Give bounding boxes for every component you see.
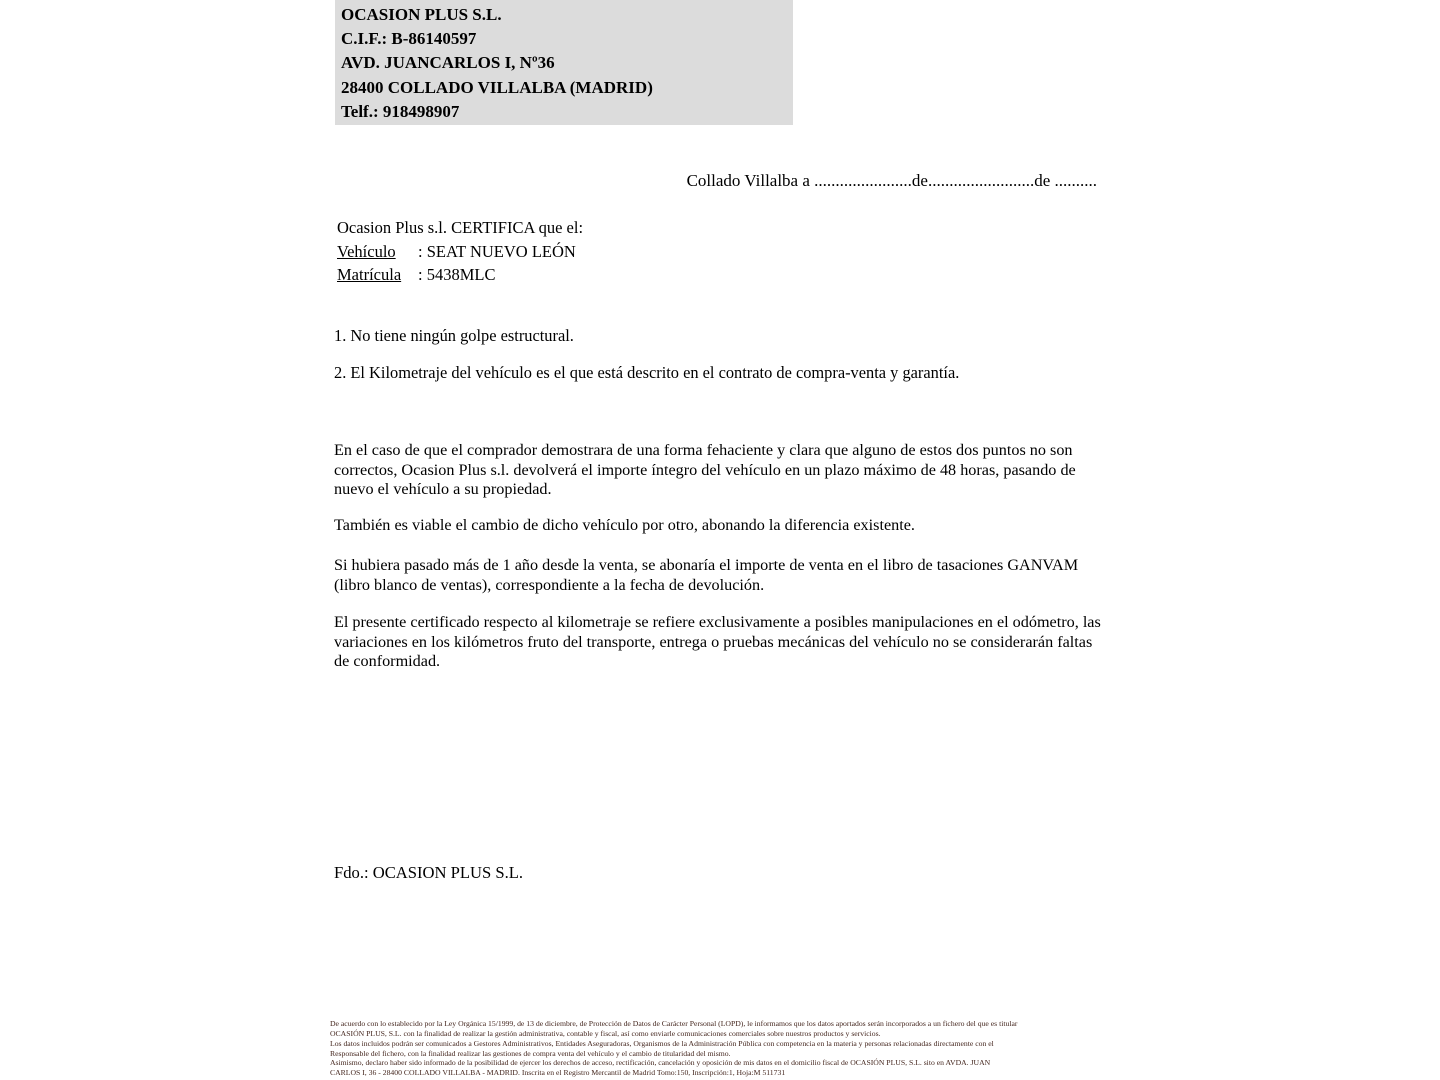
body-paragraph-refund: En el caso de que el comprador demostrara de una forma fehaciente y clara que alguno de estos dos puntos no son correctos, Ocasion Plus s.l. devolverá el importe íntegro del vehículo en un plazo máximo de 48 horas, pasando de nuevo el vehículo a su propiedad. [334, 441, 1076, 499]
company-city: 28400 COLLADO VILLALBA (MADRID) [341, 77, 653, 97]
legal-line: CARLOS I, 36 - 28400 COLLADO VILLALBA - MADRID. Inscrita en el Registro Mercantil de Madrid Tomo:150, Inscripción:1, Hoja:M 511731 [330, 1068, 786, 1078]
certified-point-2: 2. El Kilometraje del vehículo es el que está descrito en el contrato de compra-venta y garantía. [334, 363, 960, 382]
body-paragraph-exchange: También es viable el cambio de dicho vehículo por otro, abonando la diferencia existente. [334, 516, 915, 534]
legal-line: Asimismo, declaro haber sido informado de la posibilidad de ejercer los derechos de acceso, rectificación, cancelación y oposición de mis datos en el domicilio fiscal de OCASIÓN PLUS, S.L. sito en AVDA. JUAN [330, 1058, 991, 1068]
legal-notice [330, 1019, 1110, 1078]
signature-line: Fdo.: OCASION PLUS S.L. [334, 863, 524, 882]
body-paragraph-odometer: El presente certificado respecto al kilometraje se refiere exclusivamente a posibles manipulaciones en el odómetro, las variaciones en los kilómetros fruto del transporte, entrega o pruebas mecánicas del vehículo no se considerarán faltas de conformidad. [334, 613, 1101, 671]
certify-intro: Ocasion Plus s.l. CERTIFICA que el: [337, 218, 584, 237]
body-paragraph-ganvam: Si hubiera pasado más de 1 año desde la venta, se abonaría el importe de venta en el libro de tasaciones GANVAM (libro blanco de ventas), correspondiente a la fecha de devolución. [334, 556, 1079, 594]
vehicle-label-text: Vehículo [337, 241, 396, 261]
company-header-block [335, 0, 793, 125]
legal-line: De acuerdo con lo establecido por la Ley Orgánica 15/1999, de 13 de diciembre, de Protección de Datos de Carácter Personal (LOPD), le informamos que los datos aportados serán incorporados a un fichero del que es titular [330, 1019, 1018, 1028]
plate-label [337, 263, 418, 287]
legal-line: OCASIÓN PLUS, S.L. con la finalidad de realizar la gestión administrativa, contable y fiscal, así como enviarle comunicaciones comerciales sobre nuestros productos y servicios. [330, 1028, 881, 1038]
company-phone: Telf.: 918498907 [341, 101, 460, 121]
company-address: AVD. JUANCARLOS I, Nº36 [341, 53, 555, 73]
certified-point-1: 1. No tiene ningún golpe estructural. [334, 326, 574, 345]
vehicle-value: : SEAT NUEVO LEÓN [418, 241, 576, 261]
company-name: OCASION PLUS S.L. [341, 5, 502, 24]
plate-label-text: Matrícula [337, 265, 402, 284]
certification-block [337, 216, 583, 287]
company-cif: C.I.F.: B-86140597 [341, 29, 477, 49]
date-fill-in-line: Collado Villalba a .......................de.........................de .......... [686, 171, 1097, 190]
vehicle-label [337, 240, 418, 264]
legal-line: Los datos incluidos podrán ser comunicados a Gestores Administrativos, Entidades Aseguradoras, Organismos de la Administración Pública con competencia en la materia y personas relacionadas directamente con el [330, 1038, 994, 1048]
plate-value: : 5438MLC [418, 265, 496, 284]
vehicle-row [337, 240, 583, 264]
plate-row [337, 263, 583, 287]
legal-line: Responsable del fichero, con la finalidad realizar las gestiones de compra venta del vehículo y el cambio de titularidad del mismo. [330, 1048, 731, 1058]
